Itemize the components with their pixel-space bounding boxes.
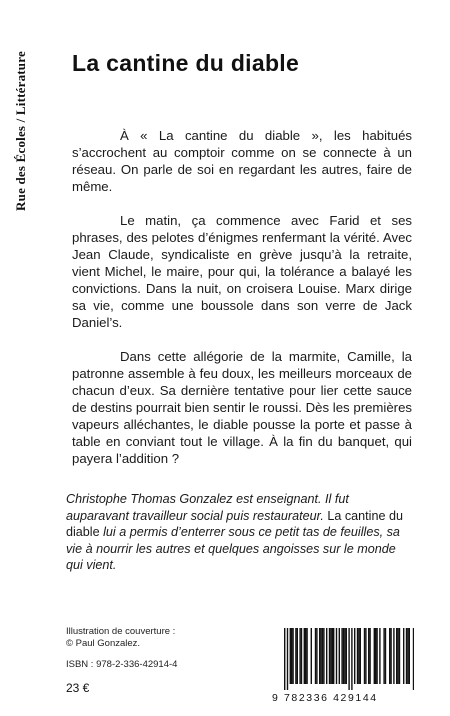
bio-book-title: La cantine du diable	[66, 508, 403, 539]
barcode-bar	[393, 628, 394, 684]
barcode-bar	[390, 628, 391, 684]
barcode-bar	[348, 628, 349, 690]
barcode-bar	[413, 628, 414, 690]
barcode-bar	[376, 628, 377, 684]
barcode-bar	[360, 628, 361, 684]
barcode-bar	[407, 628, 408, 684]
barcode-bar	[375, 628, 376, 684]
author-bio	[66, 491, 408, 574]
barcode-bar	[354, 628, 355, 684]
barcode-bar	[295, 628, 296, 684]
barcode-bar	[343, 628, 344, 684]
credits-line-1: Illustration de couverture :	[66, 626, 176, 637]
illustration-credits	[66, 626, 226, 650]
barcode-bar	[406, 628, 407, 684]
book-title: La cantine du diable	[72, 50, 300, 76]
barcode-bar	[383, 628, 384, 684]
barcode-bar	[341, 628, 342, 684]
barcode-bar	[320, 628, 321, 684]
barcode-bar	[399, 628, 400, 684]
barcode-bars	[272, 628, 414, 692]
back-cover-blurb	[72, 127, 412, 484]
barcode-bar	[306, 628, 307, 684]
barcode-bar	[396, 628, 397, 684]
barcode-bar	[330, 628, 331, 684]
blurb-paragraph-1: À « La cantine du diable », les habitués s’accrochent au comptoir comme on se connecte à un réseau. On parle de soi en regardant les autres, faire de même.	[72, 128, 412, 194]
blurb-paragraph-3: Dans cette allégorie de la marmite, Camille, la patronne assemble à feu doux, les meilleurs morceaux de chacun d’eux. Sa dernière tentative pour lier cette sauce de destins pourrait bien sentir le roussi. Dès les premières vapeurs alléchantes, le diable pousse la porte et passe à table en conviant tout le village. À la fin du banquet, qui payera l’addition ?	[72, 349, 412, 466]
barcode-bar	[322, 628, 323, 684]
barcode-bar	[358, 628, 359, 684]
barcode-bar	[332, 628, 333, 684]
bio-text-1: est enseignant. Il fut auparavant travailleur social puis restaurateur.	[66, 492, 349, 523]
barcode-bar	[287, 628, 288, 690]
barcode-bar	[333, 628, 334, 684]
spine-label	[10, 36, 32, 226]
author-name: Christophe Thomas Gonzalez	[66, 492, 233, 506]
barcode-bar	[385, 628, 386, 684]
barcode-digits: 9 782336 429144	[272, 692, 378, 704]
barcode-bar	[357, 628, 358, 684]
barcode-bar	[379, 628, 380, 684]
barcode-bar	[336, 628, 337, 684]
barcode-bar	[301, 628, 302, 684]
barcode-bar	[365, 628, 366, 684]
barcode-bar	[292, 628, 293, 684]
barcode-bar	[339, 628, 340, 684]
credits-line-2: © Paul Gonzalez.	[66, 638, 141, 649]
barcode-bar	[299, 628, 300, 684]
barcode-bar	[409, 628, 410, 684]
bio-text-2: lui a permis d’enterrer sous ce petit tas de feuilles, sa vie à nourrir les autres et quelques angoisses sur le monde qui vient.	[66, 525, 400, 572]
blurb-paragraph-2: Le matin, ça commence avec Farid et ses phrases, des pelotes d’énigmes renfermant la vérité. Avec Jean Claude, syndicaliste en grève jusqu’à la retraite, vient Michel, le maire, pour qui, la tolérance a balayé les convictions. Dans la nuit, on croisera Louise. Marx dirige sa vie, comme une boussole dans son verre de Jack Daniel’s.	[72, 213, 412, 330]
barcode-bar	[291, 628, 292, 684]
barcode-bar	[368, 628, 369, 684]
barcode-bar	[284, 628, 285, 690]
barcode-bar	[305, 628, 306, 684]
barcode-bar	[344, 628, 345, 684]
barcode-bar	[319, 628, 320, 684]
barcode-bar	[351, 628, 352, 690]
barcode-bar	[297, 628, 298, 684]
collection-name: Rue des Écoles / Littérature	[13, 51, 28, 211]
barcode-bar	[329, 628, 330, 684]
barcode-bar	[323, 628, 324, 684]
barcode-bar	[369, 628, 370, 684]
barcode-bar	[346, 628, 347, 684]
barcode-bar	[397, 628, 398, 684]
barcode-bar	[315, 628, 316, 684]
price: 23 €	[66, 681, 90, 695]
barcode	[272, 628, 414, 710]
barcode-bar	[290, 628, 291, 684]
isbn: ISBN : 978-2-336-42914-4	[66, 659, 178, 670]
barcode-bar	[403, 628, 404, 684]
barcode-bar	[364, 628, 365, 684]
barcode-bar	[316, 628, 317, 684]
barcode-bar	[304, 628, 305, 684]
barcode-bar	[389, 628, 390, 684]
barcode-bar	[326, 628, 327, 684]
barcode-bar	[311, 628, 312, 684]
barcode-bar	[374, 628, 375, 684]
